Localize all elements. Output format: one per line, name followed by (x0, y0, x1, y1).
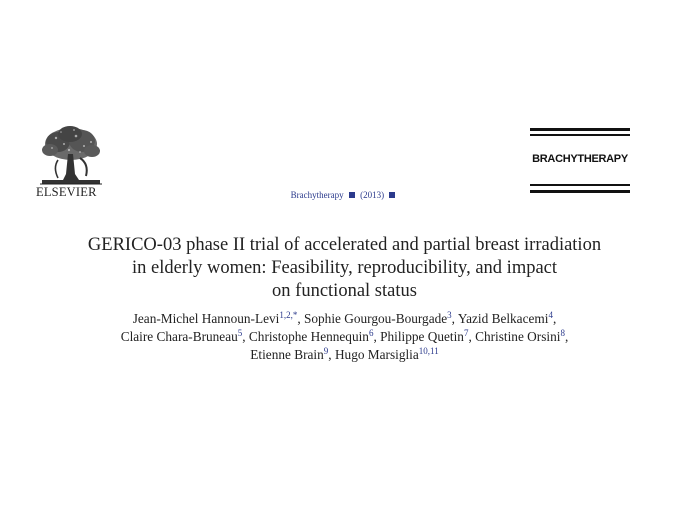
journal-rule-bottom-2 (530, 190, 630, 193)
author-name[interactable]: Christine Orsini (475, 329, 561, 344)
author-name[interactable]: Christophe Hennequin (248, 329, 369, 344)
journal-rule-top-2 (530, 134, 630, 136)
author-affiliation[interactable]: 4 (548, 310, 553, 320)
author-affiliation[interactable]: 6 (368, 328, 374, 338)
author-affiliation[interactable]: 5 (237, 328, 243, 338)
article-title (0, 234, 689, 303)
citation-pages-placeholder-icon (389, 192, 395, 198)
author-affiliation[interactable]: 3 (447, 310, 452, 320)
citation-year: (2013) (360, 190, 385, 200)
title-line: on functional status (272, 281, 417, 301)
citation-volume-placeholder-icon (349, 192, 355, 198)
author-name[interactable]: Claire Chara-Bruneau (120, 329, 238, 344)
author-name[interactable]: Hugo Marsiglia (334, 347, 419, 362)
author-affiliation[interactable]: 10,11 (418, 346, 439, 356)
journal-rule-bottom-1 (530, 184, 630, 186)
author-name[interactable]: Etienne Brain (250, 347, 324, 362)
author-affiliation[interactable]: 1,2,* (279, 310, 298, 320)
publisher-name: ELSEVIER (36, 185, 97, 199)
author-name[interactable]: Sophie Gourgou-Bourgade (303, 311, 448, 326)
title-line: in elderly women: Feasibility, reproducibility, and impact (131, 258, 558, 278)
author-name[interactable]: Jean-Michel Hannoun-Levi (132, 311, 280, 326)
journal-title: BRACHYTHERAPY (532, 153, 628, 165)
article-header (0, 0, 689, 210)
author-name[interactable]: Yazid Belkacemi (457, 311, 549, 326)
citation-journal: Brachytherapy (290, 190, 344, 200)
author-affiliation[interactable]: 7 (463, 328, 469, 338)
title-line: GERICO-03 phase II trial of accelerated and partial breast irradiation (87, 235, 602, 255)
author-name[interactable]: Philippe Quetin (380, 329, 464, 344)
journal-rule-top-1 (530, 128, 630, 131)
author-line: Jean-Michel Hannoun-Levi$^{1,2,*}$, Sophie Gourgou-Bourgade$^3$, Yazid Belkacemi$^4$, (132, 310, 557, 326)
author-affiliation[interactable]: 9 (323, 346, 329, 356)
author-line: Etienne Brain$^9$, Hugo Marsiglia$^{10,11}$ (250, 346, 439, 362)
author-line: Claire Chara-Bruneau$^5$, Christophe Hennequin$^6$, Philippe Quetin$^7$, Christine Orsini$^8$, (120, 328, 569, 344)
author-list (0, 310, 689, 364)
author-affiliation[interactable]: 8 (560, 328, 565, 338)
